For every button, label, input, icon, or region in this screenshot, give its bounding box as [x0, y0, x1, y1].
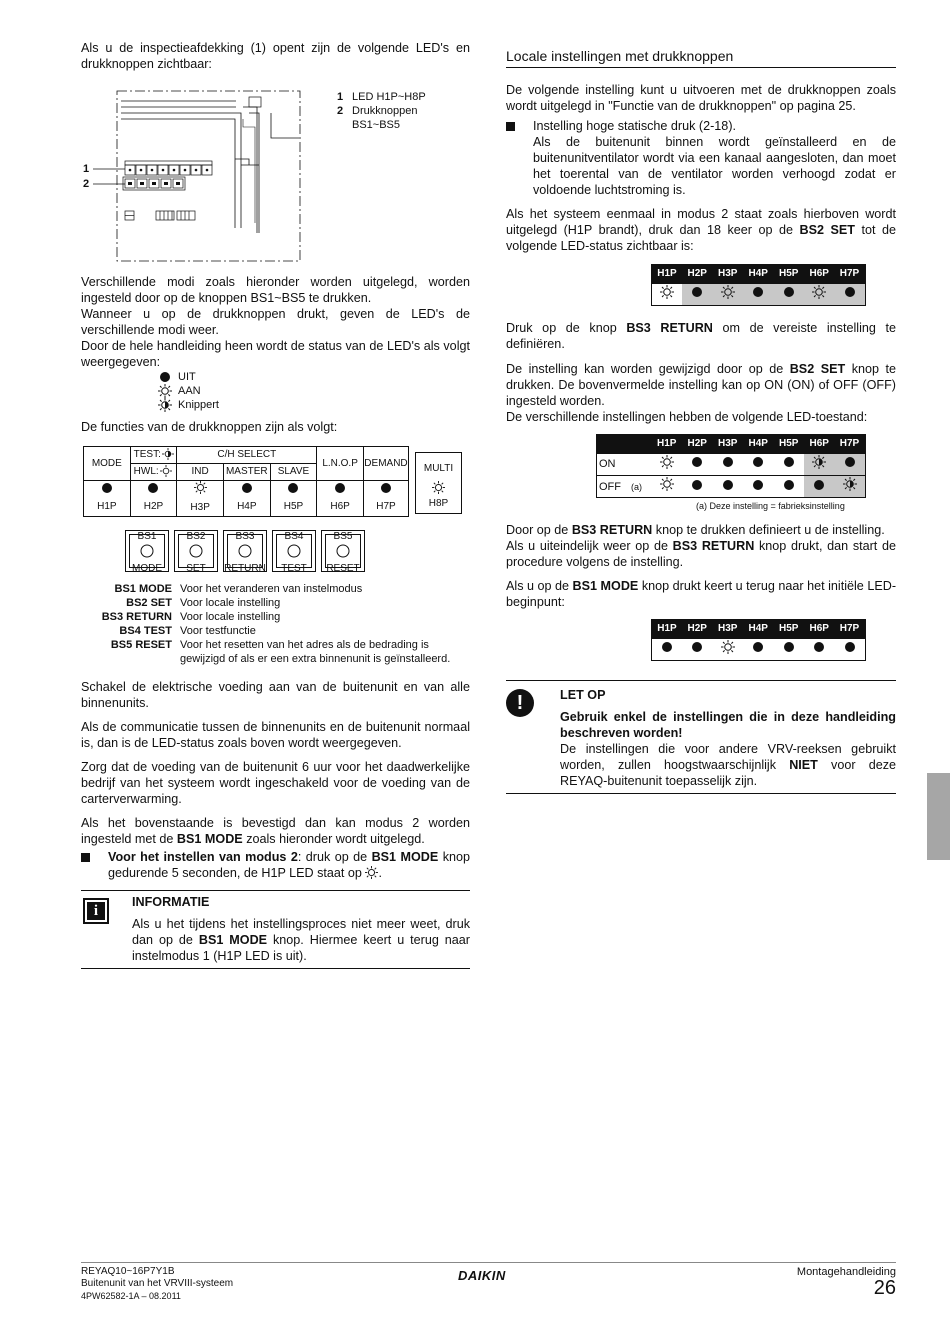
desc-value: Voor het veranderen van instelmodus [180, 583, 363, 595]
led-on-icon [652, 476, 683, 498]
led-blink-icon [158, 398, 172, 412]
mt-multi: MULTI H8P [415, 452, 462, 514]
mode-back-text: Als u op de BS1 MODE knop drukt keert u terug naar het initiële LED-beginpunt: [506, 579, 897, 609]
table-footnote: (a) Deze instelling = fabrieksinstelling [696, 501, 845, 511]
led-off-icon [743, 639, 774, 661]
led-off-icon [774, 454, 805, 476]
mt-h7p: H7P [363, 481, 408, 517]
row-on-label: ON [599, 458, 616, 471]
desc-value: Voor testfunctie [180, 625, 256, 637]
mt-ind: IND [177, 464, 224, 481]
mode-table [81, 446, 470, 518]
footer-docnum: 4PW62582-1A – 08.2011 [81, 1291, 181, 1301]
led-on-icon [713, 639, 744, 661]
page-number: 26 [873, 1277, 896, 1299]
led-off-icon [835, 284, 866, 306]
mt-test: TEST: [130, 447, 177, 464]
section-heading: Locale instellingen met drukknoppen [506, 46, 896, 68]
mt-master: MASTER [223, 464, 270, 481]
pushbutton-row [125, 530, 470, 572]
modes-text: Verschillende modi zoals hieronder worden uitgelegd, worden ingesteld door op de knoppen BS1~BS5 te drukken. [81, 275, 470, 305]
caution-box [506, 680, 896, 794]
daikin-logo: DAIKIN [458, 1268, 506, 1283]
figure-callout-1: 1 [83, 163, 90, 175]
info-icon: i [83, 898, 109, 924]
led-off-icon [743, 284, 774, 306]
led-on-icon [804, 284, 835, 306]
caution-text: De instellingen die voor andere VRV-reeksen gebruikt worden, zullen hoogstwaarschijnlijk NIET voor deze REYAQ-buitenunit toepasselijk zijn. [560, 742, 896, 788]
led-off-icon [743, 454, 774, 476]
led-table-target: H1P H2P H3P H4P H5P H6P H7P [651, 264, 866, 306]
mt-h2p: H2P [130, 481, 177, 517]
led-table-on-off: H1P H2P H3P H4P H5P H6P H7P ON OFF (a) [596, 434, 866, 498]
legend-text-2: Drukknoppen BS1~BS5 [352, 105, 418, 131]
caution-bold: Gebruik enkel de instellingen die in deze handleiding beschreven worden! [560, 710, 896, 740]
mt-h1p: H1P [84, 481, 131, 517]
desc-value: Voor locale instelling [180, 611, 281, 623]
left-column [81, 40, 470, 969]
led-off-icon [835, 454, 866, 476]
desc-key: BS3 RETURN [101, 611, 172, 623]
led-off-icon [713, 476, 744, 498]
led-off-icon [652, 639, 683, 661]
mt-mode: MODE [84, 447, 131, 481]
led-off-icon [774, 284, 805, 306]
button-descriptions [81, 582, 470, 666]
legend-text-1: LED H1P~H8P [352, 91, 426, 103]
mt-h4p: H4P [223, 481, 270, 517]
comm-text: Als de communicatie tussen de binnenunits en de buitenunit normaal is, dan is de LED-status zoals boven wordt weergegeven. [81, 720, 470, 750]
led-on-icon [652, 284, 683, 306]
intro-text: Als u de inspectieafdekking (1) opent zijn de volgende LED's en drukknoppen zichtbaar: [81, 41, 470, 71]
desc-key: BS1 MODE [114, 583, 172, 595]
mt-h5p: H5P [270, 481, 317, 517]
led-off-icon [804, 476, 835, 498]
bs2-button[interactable]: BS2 SET [174, 530, 218, 572]
inspection-cover-figure [81, 83, 470, 263]
led-off-icon [713, 454, 744, 476]
mode2-bullet: Voor het instellen van modus 2: druk op de BS1 MODE knop gedurende 5 seconden, de H1P LED staat op . [81, 849, 470, 881]
led-off-icon [743, 476, 774, 498]
footer-subtitle: Buitenunit van het VRVIII-systeem [81, 1278, 234, 1289]
mt-lnop: L.N.O.P [317, 447, 364, 481]
mt-slave: SLAVE [270, 464, 317, 481]
mt-h6p: H6P [317, 481, 364, 517]
mt-hwl: HWL: [130, 464, 177, 481]
led-on-icon [652, 454, 683, 476]
led-off-icon [682, 476, 713, 498]
led-off-icon [835, 639, 866, 661]
led-on-icon [365, 866, 378, 879]
led-off-icon [774, 639, 805, 661]
functions-text: De functies van de drukknoppen zijn als volgt: [81, 420, 338, 434]
confirm-text: Als het bovenstaande is bevestigd dan kan modus 2 worden ingesteld met de BS1 MODE zoals hieronder wordt uitgelegd. [81, 816, 470, 846]
mode2-text: Als het systeem eenmaal in modus 2 staat zoals hierboven wordt uitgelegd (H1P brandt), druk dan 18 keer op de BS2 SET tot de volgende LED-status zichtbaar is: [506, 207, 897, 253]
mt-ch-select: C/H SELECT [177, 447, 317, 464]
desc-key: BS2 SET [126, 597, 172, 609]
info-title: INFORMATIE [132, 895, 210, 909]
footer-model: REYAQ10~16P7Y1B [81, 1266, 175, 1277]
crankcase-text: Zorg dat de voeding van de buitenunit 6 uur voor het daadwerkelijke bedrijf van het systeem wordt ingeschakeld voor de voeding van de carterverwarming. [81, 760, 470, 806]
led-status-legend [158, 370, 470, 412]
press-text: Wanneer u op de drukknoppen drukt, geven de LED's de verschillende modi weer. [81, 307, 470, 337]
return-text: Druk op de knop BS3 RETURN om de vereiste instelling te definiëren. [506, 321, 896, 351]
info-text: Als u het tijdens het instellingsproces niet meer weet, druk dan op de BS1 MODE knop. Hiermee keert u terug naar instelmodus 1 (H1P LED is uit). [132, 917, 470, 963]
caution-title: LET OP [560, 688, 606, 702]
led-table-initial: H1P H2P H3P H4P H5P H6P H7P [651, 619, 866, 661]
status-text: Door de hele handleiding heen wordt de status van de LED's als volgt weergegeven: [81, 339, 470, 369]
mt-demand: DEMAND [363, 447, 408, 481]
bs4-button[interactable]: BS4 TEST [272, 530, 316, 572]
legend-num-2: 2 [337, 105, 344, 117]
desc-key: BS5 RESET [110, 639, 172, 651]
define-text: Door op de BS3 RETURN knop te drukken definieert u de instelling. [506, 523, 885, 537]
start-text: Als u uiteindelijk weer op de BS3 RETURN knop drukt, dan start de procedure volgens de instelling. [506, 539, 896, 569]
led-blink-icon [804, 454, 835, 476]
led-on-label: AAN [178, 385, 201, 397]
led-blink-label: Knippert [178, 399, 219, 411]
bs5-button[interactable]: BS5 RESET [321, 530, 365, 572]
desc-key: BS4 TEST [119, 625, 172, 637]
bs1-button[interactable]: BS1 MODE [125, 530, 169, 572]
figure-callout-2: 2 [83, 178, 90, 190]
desc-value: Voor locale instelling [180, 597, 281, 609]
led-off-icon [158, 372, 172, 382]
chapter-tab [927, 773, 950, 860]
led-off-icon [682, 639, 713, 661]
intro-text: De volgende instelling kunt u uitvoeren met de drukknoppen zoals wordt uitgelegd in "Functie van de drukknoppen" op pagina 25. [506, 83, 896, 113]
led-on-icon [713, 284, 744, 306]
power-text: Schakel de elektrische voeding aan van de buitenunit en van alle binnenunits. [81, 680, 470, 710]
states-text: De verschillende instellingen hebben de volgende LED-toestand: [506, 410, 868, 424]
mt-h3p: H3P [177, 481, 224, 517]
led-on-icon [158, 384, 172, 398]
footer-rule [81, 1262, 896, 1263]
led-off-icon [682, 454, 713, 476]
static-pressure-bullet: Instelling hoge statische druk (2-18). Als de buitenunit binnen wordt geïnstalleerd en de buitenunitventilator wordt via een kanaal aangesloten, dan moet het toerental van de ventilator worden verhoogd zodat er voldoende luchtstroming is. [506, 118, 896, 198]
led-blink-icon [835, 476, 866, 498]
bs3-button[interactable]: BS3 RETURN [224, 531, 266, 574]
led-off-icon [682, 284, 713, 306]
figure-legend [337, 90, 457, 132]
info-box [81, 890, 470, 969]
change-text: De instelling kan worden gewijzigd door op de BS2 SET knop te drukken. De bovenvermelde instelling kan op ON (ON) of OFF (OFF) ingesteld worden. [506, 362, 897, 408]
desc-value: Voor het resetten van het adres als de bedrading is gewijzigd of als er een extra binnenunit is geïnstalleerd. [180, 639, 451, 665]
footer-doctype: Montagehandleiding [796, 1266, 896, 1278]
caution-icon: ! [506, 689, 534, 717]
led-off-icon [804, 639, 835, 661]
legend-num-1: 1 [337, 91, 344, 103]
led-off-icon [774, 476, 805, 498]
right-column [506, 46, 896, 794]
footer-left [81, 1266, 233, 1302]
led-off-label: UIT [178, 371, 196, 383]
row-off-label: OFF (a) [599, 480, 642, 493]
